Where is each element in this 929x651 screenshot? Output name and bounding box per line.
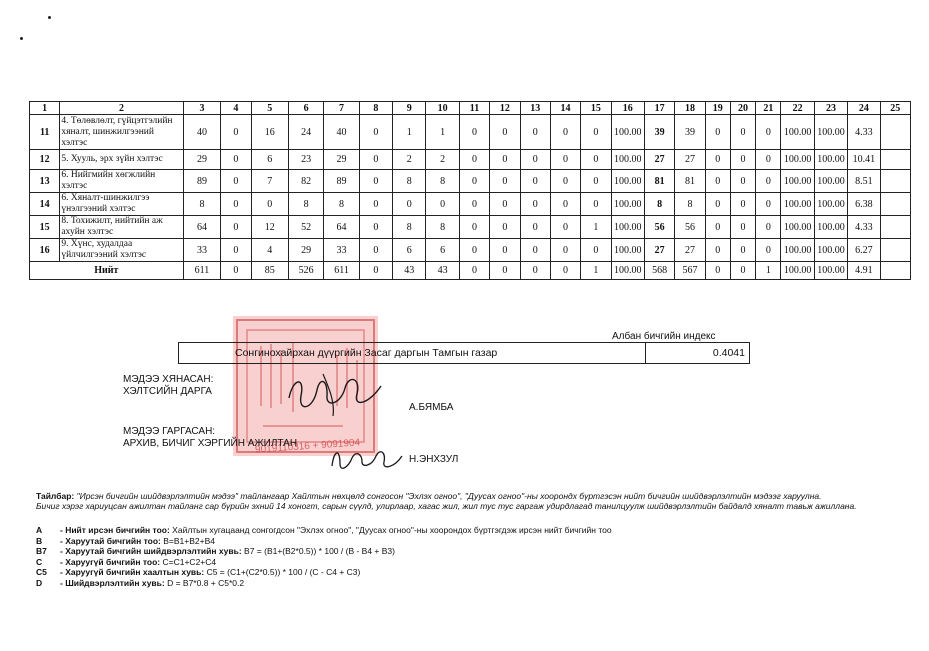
cell-c11: 0 (459, 170, 489, 193)
cell-c22: 100.00 (781, 170, 814, 193)
row-number: 15 (30, 216, 60, 239)
cell-c15: 0 (581, 193, 611, 216)
total-c3: 611 (183, 262, 220, 280)
formula-term: - Нийт ирсэн бичгийн тоо: (60, 525, 170, 535)
total-c18: 567 (675, 262, 705, 280)
cell-c14: 0 (550, 239, 580, 262)
cell-c22: 100.00 (781, 216, 814, 239)
cell-c17: 56 (644, 216, 674, 239)
verified-name: А.БЯМБА (409, 402, 454, 413)
cell-c21: 0 (756, 216, 781, 239)
cell-c11: 0 (459, 239, 489, 262)
formula-line (36, 536, 612, 547)
cell-c21: 0 (756, 150, 781, 170)
table-row (30, 170, 911, 193)
cell-c20: 0 (730, 239, 755, 262)
column-header: 17 (644, 102, 674, 115)
scan-speck (20, 37, 23, 40)
cell-c15: 0 (581, 170, 611, 193)
formula-description: C5 = (C1+(C2*0.5)) * 100 / (C - C4 + C3) (204, 567, 361, 577)
formula-code: A (36, 525, 43, 535)
row-number: 11 (30, 115, 60, 150)
cell-c12: 0 (490, 150, 520, 170)
column-header: 25 (880, 102, 910, 115)
cell-c6: 24 (288, 115, 323, 150)
total-c16: 100.00 (611, 262, 644, 280)
total-c8: 0 (359, 262, 392, 280)
cell-c19: 0 (705, 115, 730, 150)
formula-code: B (36, 535, 43, 546)
cell-c10: 2 (426, 150, 459, 170)
verified-role (123, 374, 213, 398)
cell-c17: 81 (644, 170, 674, 193)
cell-c16: 100.00 (611, 193, 644, 216)
cell-c14: 0 (550, 216, 580, 239)
cell-c9: 8 (393, 170, 426, 193)
column-header: 22 (781, 102, 814, 115)
notes-section (36, 491, 906, 511)
column-header: 14 (550, 102, 580, 115)
cell-c17: 27 (644, 150, 674, 170)
column-header: 1 (30, 102, 60, 115)
cell-c5: 0 (251, 193, 288, 216)
cell-c7: 33 (324, 239, 359, 262)
cell-c18: 8 (675, 193, 705, 216)
prepared-name: Н.ЭНХЗУЛ (409, 454, 459, 465)
total-c14: 0 (550, 262, 580, 280)
row-number: 13 (30, 170, 60, 193)
column-header: 10 (426, 102, 459, 115)
column-header: 5 (251, 102, 288, 115)
cell-c7: 64 (324, 216, 359, 239)
cell-c7: 29 (324, 150, 359, 170)
cell-c15: 1 (581, 216, 611, 239)
formula-line (36, 525, 612, 536)
cell-c13: 0 (520, 193, 550, 216)
formula-line (36, 567, 612, 578)
table-row (30, 150, 911, 170)
column-header: 23 (814, 102, 847, 115)
signature-2-icon (328, 444, 406, 474)
cell-c25 (880, 239, 910, 262)
department-name: 9. Хүнс, худалдаа үйлчилгээний хэлтэс (60, 239, 183, 262)
prepared-role-line-2: АРХИВ, БИЧИГ ХЭРГИЙН АЖИЛТАН (123, 438, 298, 449)
formula-line (36, 546, 612, 557)
cell-c11: 0 (459, 150, 489, 170)
notes-label: Тайлбар: (36, 491, 75, 501)
cell-c4: 0 (221, 170, 251, 193)
total-c20: 0 (730, 262, 755, 280)
cell-c3: 33 (183, 239, 220, 262)
organization-index: 0.4041 (712, 347, 745, 359)
notes-line-2: Бичиг хэрэг хариуцсан ажилтан тайланг сар бүрийн эхний 14 хоногт, сарын сүүлд, улирлаар, хагас жил, жил тус тус гаргаж удирдлагад танилцуулж шийдвэрлэлтийн байдалд хяналт тавьж ажиллана. (36, 501, 857, 511)
department-name: 4. Төлөвлөлт, гүйцэтгэлийн хяналт, шинжилгээний хэлтэс (60, 115, 183, 150)
cell-c23: 100.00 (814, 239, 847, 262)
cell-c23: 100.00 (814, 170, 847, 193)
cell-c5: 7 (251, 170, 288, 193)
cell-c3: 29 (183, 150, 220, 170)
cell-c4: 0 (221, 216, 251, 239)
formula-term: - Харуугүй бичгийн тоо: (60, 556, 161, 567)
column-header: 18 (675, 102, 705, 115)
cell-c25 (880, 115, 910, 150)
cell-c20: 0 (730, 216, 755, 239)
cell-c19: 0 (705, 193, 730, 216)
total-c4: 0 (221, 262, 251, 280)
column-header: 11 (459, 102, 489, 115)
total-label: Нийт (30, 262, 184, 280)
cell-c13: 0 (520, 150, 550, 170)
cell-c25 (880, 150, 910, 170)
column-header: 15 (581, 102, 611, 115)
cell-c14: 0 (550, 193, 580, 216)
cell-c19: 0 (705, 216, 730, 239)
cell-c9: 6 (393, 239, 426, 262)
document-index-caption: Албан бичгийн индекс (612, 331, 716, 342)
cell-c11: 0 (459, 115, 489, 150)
formula-code: C5 (36, 567, 47, 577)
cell-c8: 0 (359, 170, 392, 193)
department-name: 6. Хяналт-шинжилгээ үнэлгээний хэлтэс (60, 193, 183, 216)
cell-c18: 56 (675, 216, 705, 239)
total-c25 (880, 262, 910, 280)
total-c23: 100.00 (814, 262, 847, 280)
formula-term: - Шийдвэрлэлтийн хувь: (60, 577, 165, 588)
cell-c21: 0 (756, 239, 781, 262)
cell-c15: 0 (581, 115, 611, 150)
column-header: 2 (60, 102, 183, 115)
cell-c6: 82 (288, 170, 323, 193)
cell-c4: 0 (221, 193, 251, 216)
total-c19: 0 (705, 262, 730, 280)
department-name: 8. Тохижилт, нийтийн аж ахуйн хэлтэс (60, 216, 183, 239)
cell-c5: 6 (251, 150, 288, 170)
cell-c3: 64 (183, 216, 220, 239)
cell-c23: 100.00 (814, 150, 847, 170)
cell-c22: 100.00 (781, 239, 814, 262)
table-row (30, 193, 911, 216)
cell-c22: 100.00 (781, 115, 814, 150)
row-number: 16 (30, 239, 60, 262)
total-c5: 85 (251, 262, 288, 280)
cell-c7: 40 (324, 115, 359, 150)
organization-name: Сонгинохайрхан дүүргийн Засаг даргын Тамгын газар (179, 343, 646, 363)
cell-c24: 6.38 (848, 193, 880, 216)
table-header-row (30, 102, 911, 115)
column-header: 19 (705, 102, 730, 115)
cell-c4: 0 (221, 239, 251, 262)
column-header: 13 (520, 102, 550, 115)
total-c13: 0 (520, 262, 550, 280)
cell-c12: 0 (490, 216, 520, 239)
total-c17: 568 (644, 262, 674, 280)
cell-c20: 0 (730, 150, 755, 170)
column-header: 3 (183, 102, 220, 115)
cell-c16: 100.00 (611, 115, 644, 150)
cell-c12: 0 (490, 239, 520, 262)
cell-c24: 4.33 (848, 216, 880, 239)
cell-c24: 6.27 (848, 239, 880, 262)
cell-c17: 27 (644, 239, 674, 262)
organization-box (178, 342, 750, 364)
cell-c22: 100.00 (781, 193, 814, 216)
notes-line-1 (36, 491, 906, 501)
cell-c10: 8 (426, 170, 459, 193)
cell-c19: 0 (705, 170, 730, 193)
formula-description: D = B7*0.8 + C5*0.2 (164, 577, 245, 588)
cell-c15: 0 (581, 150, 611, 170)
column-header: 16 (611, 102, 644, 115)
cell-c5: 12 (251, 216, 288, 239)
cell-c10: 1 (426, 115, 459, 150)
decision-report-table (29, 101, 911, 280)
cell-c8: 0 (359, 150, 392, 170)
total-row (30, 262, 911, 280)
cell-c10: 8 (426, 216, 459, 239)
cell-c6: 8 (288, 193, 323, 216)
cell-c12: 0 (490, 115, 520, 150)
formula-term: - Харуутай бичгийн шийдвэрлэлтийн хувь: (60, 546, 242, 556)
cell-c16: 100.00 (611, 150, 644, 170)
cell-c18: 81 (675, 170, 705, 193)
cell-c14: 0 (550, 150, 580, 170)
column-header: 24 (848, 102, 880, 115)
row-number: 14 (30, 193, 60, 216)
verified-role-line-2: ХЭЛТСИЙН ДАРГА (123, 386, 212, 397)
cell-c24: 4.33 (848, 115, 880, 150)
cell-c20: 0 (730, 170, 755, 193)
column-header: 21 (756, 102, 781, 115)
cell-c6: 23 (288, 150, 323, 170)
formula-line (36, 578, 612, 589)
cell-c20: 0 (730, 193, 755, 216)
cell-c9: 1 (393, 115, 426, 150)
cell-c18: 27 (675, 239, 705, 262)
cell-c19: 0 (705, 239, 730, 262)
notes-text-1: "Ирсэн бичгийн шийдвэрлэлтийн мэдээ" тайлангаар Хайлтын нөхцөлд сонгосон "Эхлэх огноо", "Дуусах огноо"-ны хоорондх бүртгэсэн нийт бичгийн шийдвэрлэлтийн мэдээг харуулна. (76, 491, 822, 501)
cell-c8: 0 (359, 193, 392, 216)
cell-c14: 0 (550, 115, 580, 150)
cell-c10: 0 (426, 193, 459, 216)
cell-c21: 0 (756, 115, 781, 150)
total-c12: 0 (490, 262, 520, 280)
cell-c3: 89 (183, 170, 220, 193)
stamp-number: 9019110316 + 9091904 (254, 437, 361, 456)
cell-c3: 8 (183, 193, 220, 216)
total-c11: 0 (459, 262, 489, 280)
formula-description: B=B1+B2+B4 (160, 535, 215, 546)
column-header: 4 (221, 102, 251, 115)
cell-c8: 0 (359, 216, 392, 239)
formula-description: B7 = (B1+(B2*0.5)) * 100 / (B - B4 + B3) (241, 546, 395, 556)
cell-c14: 0 (550, 170, 580, 193)
cell-c22: 100.00 (781, 150, 814, 170)
cell-c25 (880, 193, 910, 216)
cell-c12: 0 (490, 193, 520, 216)
cell-c20: 0 (730, 115, 755, 150)
cell-c24: 8.51 (848, 170, 880, 193)
cell-c17: 39 (644, 115, 674, 150)
column-header: 20 (730, 102, 755, 115)
cell-c11: 0 (459, 193, 489, 216)
cell-c7: 8 (324, 193, 359, 216)
total-c6: 526 (288, 262, 323, 280)
prepared-role-line-1: МЭДЭЭ ГАРГАСАН: (123, 426, 216, 437)
cell-c5: 16 (251, 115, 288, 150)
formula-description: Хайлтын хугацаанд сонгогдсон "Эхлэх огноо", "Дуусах огноо"-ны хоорондох бүртгэгдэж ирсэн нийт бичгийн тоо (169, 525, 612, 535)
cell-c11: 0 (459, 216, 489, 239)
column-header: 9 (393, 102, 426, 115)
total-c15: 1 (581, 262, 611, 280)
cell-c21: 0 (756, 170, 781, 193)
cell-c9: 8 (393, 216, 426, 239)
cell-c6: 29 (288, 239, 323, 262)
cell-c25 (880, 170, 910, 193)
row-number: 12 (30, 150, 60, 170)
cell-c18: 27 (675, 150, 705, 170)
cell-c4: 0 (221, 150, 251, 170)
cell-c16: 100.00 (611, 239, 644, 262)
formula-term: - Харуугүй бичгийн хаалтын хувь: (60, 567, 205, 577)
cell-c23: 100.00 (814, 216, 847, 239)
cell-c13: 0 (520, 115, 550, 150)
cell-c24: 10.41 (848, 150, 880, 170)
cell-c16: 100.00 (611, 216, 644, 239)
formula-code: D (36, 577, 43, 588)
cell-c8: 0 (359, 239, 392, 262)
formula-legend (36, 525, 612, 588)
column-header: 6 (288, 102, 323, 115)
cell-c13: 0 (520, 239, 550, 262)
table-row (30, 115, 911, 150)
cell-c10: 6 (426, 239, 459, 262)
column-header: 7 (324, 102, 359, 115)
formula-description: C=C1+C2+C4 (160, 556, 217, 567)
total-c7: 611 (324, 262, 359, 280)
cell-c23: 100.00 (814, 115, 847, 150)
cell-c15: 0 (581, 239, 611, 262)
total-c10: 43 (426, 262, 459, 280)
cell-c9: 0 (393, 193, 426, 216)
cell-c5: 4 (251, 239, 288, 262)
cell-c25 (880, 216, 910, 239)
cell-c16: 100.00 (611, 170, 644, 193)
formula-code: C (36, 556, 43, 567)
table-row (30, 239, 911, 262)
cell-c8: 0 (359, 115, 392, 150)
column-header: 12 (490, 102, 520, 115)
formula-code: B7 (36, 546, 47, 556)
column-header: 8 (359, 102, 392, 115)
department-name: 6. Нийгмийн хөгжлийн хэлтэс (60, 170, 183, 193)
scan-speck (48, 16, 51, 19)
total-c9: 43 (393, 262, 426, 280)
department-name: 5. Хууль, эрх зүйн хэлтэс (60, 150, 183, 170)
cell-c4: 0 (221, 115, 251, 150)
cell-c9: 2 (393, 150, 426, 170)
cell-c23: 100.00 (814, 193, 847, 216)
total-c22: 100.00 (781, 262, 814, 280)
cell-c19: 0 (705, 150, 730, 170)
prepared-role (123, 426, 297, 450)
cell-c18: 39 (675, 115, 705, 150)
cell-c13: 0 (520, 170, 550, 193)
formula-term: - Харуутай бичгийн тоо: (60, 535, 161, 546)
table-row (30, 216, 911, 239)
cell-c21: 0 (756, 193, 781, 216)
cell-c12: 0 (490, 170, 520, 193)
cell-c3: 40 (183, 115, 220, 150)
cell-c6: 52 (288, 216, 323, 239)
cell-c17: 8 (644, 193, 674, 216)
cell-c7: 89 (324, 170, 359, 193)
verified-role-line-1: МЭДЭЭ ХЯНАСАН: (123, 374, 214, 385)
cell-c13: 0 (520, 216, 550, 239)
signature-1-icon (283, 368, 388, 418)
total-c21: 1 (756, 262, 781, 280)
formula-line (36, 557, 612, 568)
total-c24: 4.91 (848, 262, 880, 280)
